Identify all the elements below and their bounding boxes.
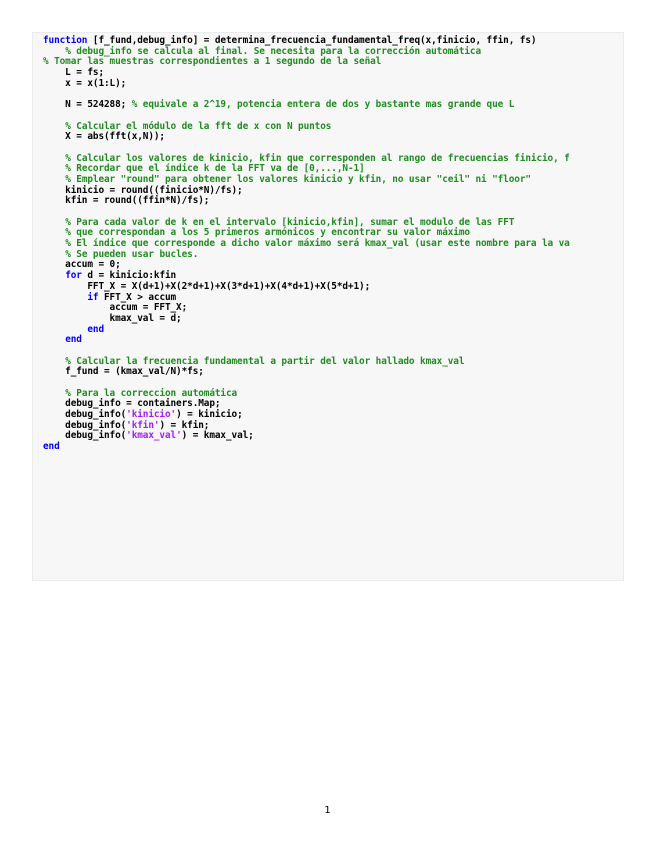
page-number: 1 <box>324 805 331 816</box>
code-token-code: [f_fund,debug_info] = determina_frecuencia_fundamental_freq(x,finicio, ffin, fs) <box>87 35 537 46</box>
code-token-comment: % Emplear "round" para obtener los valores kinicio y kfin, no usar "ceil" ni "floor" <box>65 173 531 185</box>
code-line <box>33 57 623 68</box>
code-token-code <box>43 163 65 174</box>
code-line <box>33 367 623 378</box>
code-token-comment: % equivale a 2^19, potencia entera de dos y bastante mas grande que L <box>131 99 515 111</box>
code-token-comment: % El índice que corresponde a dicho valor máximo será kmax_val (usar este nombre para la va <box>65 238 570 250</box>
code-token-code <box>43 249 65 260</box>
code-token-comment: % debug_info se calcula al final. Se necesita para la corrección automática <box>65 45 482 57</box>
code-token-code: accum = FFT_X; <box>43 302 188 314</box>
code-token-keyword: end <box>43 441 60 453</box>
code-line <box>33 335 623 346</box>
code-token-code: kmax_val = d; <box>43 312 182 324</box>
code-token-code <box>43 227 65 238</box>
code-token-code <box>43 292 87 303</box>
code-token-keyword: function <box>43 35 88 46</box>
code-token-code: accum = 0; <box>43 259 121 271</box>
code-token-keyword: end <box>65 334 82 346</box>
code-line <box>33 431 623 442</box>
code-token-code: ) = kmax_val; <box>181 430 254 442</box>
code-listing <box>32 32 624 581</box>
code-token-string: 'kfin' <box>126 419 160 431</box>
code-token-code: debug_info = containers.Map; <box>43 398 221 410</box>
code-token-code: N = 524288; <box>43 99 132 111</box>
code-line <box>33 314 623 325</box>
code-token-string: 'kmax_val' <box>126 430 182 442</box>
code-token-code: FFT_X > accum <box>98 291 177 303</box>
code-line <box>33 100 623 111</box>
code-token-code: kfin = round((ffin*N)/fs); <box>43 195 210 207</box>
code-token-comment: % Recordar que el índice k de la FFT va de [0,...,N-1] <box>65 163 365 175</box>
code-token-code: d = kinicio:kfin <box>81 270 177 282</box>
code-token-code: ) = kinicio; <box>176 409 243 421</box>
code-token-code <box>43 270 65 281</box>
code-token-code <box>43 324 87 335</box>
code-token-code <box>43 388 65 399</box>
code-token-code <box>43 217 65 228</box>
code-line <box>33 79 623 90</box>
code-token-keyword: end <box>87 323 104 335</box>
code-token-comment: % Se pueden usar bucles. <box>65 248 199 260</box>
code-token-comment: % Tomar las muestras correspondientes a 1 segundo de la señal <box>43 56 382 68</box>
code-token-comment: % Calcular los valores de kinicio, kfin que corresponden al rango de frecuencias finicio, f <box>65 152 570 164</box>
code-token-comment: % que correspondan a los 5 primeros armónicos y encontrar su valor máximo <box>65 227 470 239</box>
code-line <box>33 250 623 261</box>
code-token-keyword: if <box>87 291 99 303</box>
code-line <box>33 325 623 336</box>
code-token-code: f_fund = (kmax_val/N)*fs; <box>43 366 204 378</box>
code-line <box>33 132 623 143</box>
code-token-comment: % Calcular el módulo de la fft de x con N puntos <box>65 120 332 132</box>
code-token-string: 'kinicio' <box>126 409 177 421</box>
code-token-code: debug_info( <box>43 419 127 431</box>
code-token-code <box>43 334 65 345</box>
code-token-code: L = fs; <box>43 67 104 79</box>
code-token-code: X = abs(fft(x,N)); <box>43 131 165 143</box>
code-token-code: debug_info( <box>43 409 127 421</box>
code-token-code <box>43 121 65 132</box>
code-token-code <box>43 238 65 249</box>
code-token-code <box>43 174 65 185</box>
code-token-keyword: for <box>65 270 82 282</box>
code-token-code <box>43 46 65 57</box>
code-line <box>33 196 623 207</box>
code-token-code: kinicio = round((finicio*N)/fs); <box>43 184 243 196</box>
code-token-comment: % Calcular la frecuencia fundamental a partir del valor hallado kmax_val <box>65 355 465 367</box>
code-token-code <box>43 356 65 367</box>
code-token-code <box>43 153 65 164</box>
code-token-code: debug_info( <box>43 430 127 442</box>
code-line <box>33 442 623 453</box>
code-token-code: x = x(1:L); <box>43 77 127 89</box>
code-token-code: ) = kfin; <box>159 419 210 431</box>
code-token-comment: % Para cada valor de k en el intervalo [kinicio,kfin], sumar el modulo de las FFT <box>65 216 515 228</box>
code-token-code: FFT_X = X(d+1)+X(2*d+1)+X(3*d+1)+X(4*d+1)+X(5*d+1); <box>43 280 371 292</box>
code-token-comment: % Para la correccion automática <box>65 387 238 399</box>
